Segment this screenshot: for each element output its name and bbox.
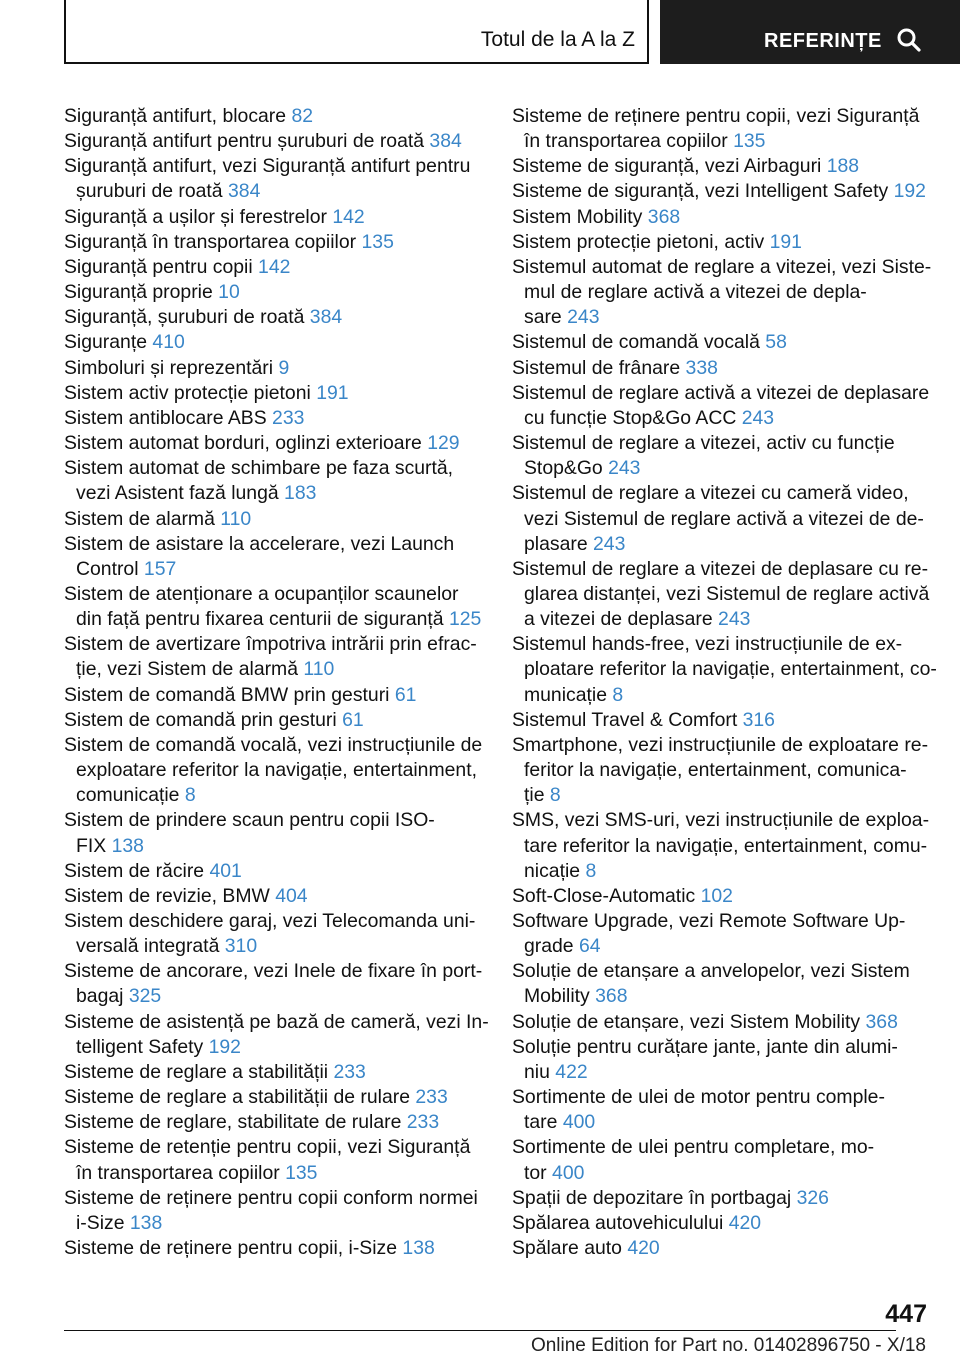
index-entry-text: Sistem de avertizare împotriva intrării prin efrac‐ bbox=[64, 633, 477, 656]
index-entry bbox=[64, 1236, 484, 1261]
footer-edition bbox=[531, 1335, 926, 1357]
page-link[interactable]: 338 bbox=[685, 356, 718, 379]
index-entry-text: Sistem activ protecție pietoni bbox=[64, 381, 311, 404]
index-entry-text: vezi Sistemul de reglare activă a vitezei de de‐ bbox=[524, 507, 924, 530]
index-entry-text: Sistem Mobility bbox=[512, 205, 643, 228]
page-link[interactable]: 410 bbox=[152, 331, 185, 354]
index-entry bbox=[64, 406, 484, 431]
index-entry-text: comunicație bbox=[76, 784, 180, 807]
page-link[interactable]: 138 bbox=[129, 1211, 163, 1234]
index-entry-text: Sisteme de reglare a stabilității bbox=[64, 1060, 329, 1083]
index-entry-text: Sistem protecție pietoni, activ bbox=[512, 230, 765, 253]
index-entry bbox=[512, 154, 952, 179]
index-entry-text: Spălare auto bbox=[512, 1237, 622, 1260]
page-link[interactable]: 58 bbox=[765, 331, 787, 354]
index-entry-text: Sistemul de comandă vocală bbox=[512, 331, 760, 354]
page-link[interactable]: 135 bbox=[285, 1161, 318, 1184]
index-entry-text: Mobility bbox=[524, 985, 590, 1008]
index-entry-text: Soft-Close-Automatic bbox=[512, 884, 696, 907]
page-number: 447 bbox=[885, 1300, 927, 1328]
index-entry bbox=[64, 104, 484, 129]
header-section-bar bbox=[660, 0, 960, 64]
index-entry-text: niu bbox=[524, 1060, 550, 1083]
page-link[interactable]: 157 bbox=[143, 557, 177, 580]
footer-edition-text: Online Edition for Part no. 01402896750 - X/18 bbox=[530, 1335, 926, 1356]
index-entry-text: Siguranță antifurt pentru șuruburi de roată bbox=[64, 130, 425, 153]
page-link[interactable]: 142 bbox=[258, 255, 291, 278]
page-link[interactable]: 384 bbox=[429, 130, 462, 153]
index-entry-text: nicație bbox=[524, 859, 581, 882]
index-entry-text: Sistemul Travel & Comfort bbox=[512, 708, 738, 731]
index-entry bbox=[64, 582, 484, 632]
index-entry-text: Sistemul de reglare a vitezei de deplasare cu re‐ bbox=[512, 557, 929, 580]
index-entry bbox=[512, 381, 952, 431]
page-link[interactable]: 138 bbox=[402, 1237, 435, 1260]
index-entry bbox=[64, 632, 484, 682]
page-link[interactable]: 233 bbox=[272, 406, 305, 429]
index-entry-text: Spații de depozitare în portbagaj bbox=[512, 1186, 792, 1209]
page-link[interactable]: 316 bbox=[742, 708, 775, 731]
index-entry-text: municație bbox=[524, 683, 607, 706]
page-link[interactable]: 191 bbox=[769, 230, 802, 253]
index-entry-text: ție, vezi Sistem de alarmă bbox=[76, 658, 298, 681]
index-entry-text: Sistemul hands-free, vezi instrucțiunile de ex‐ bbox=[512, 633, 903, 656]
search-icon[interactable] bbox=[896, 27, 922, 53]
page-link[interactable]: 191 bbox=[316, 381, 349, 404]
index-entry bbox=[64, 1110, 484, 1135]
index-column-right bbox=[512, 104, 952, 1261]
page-link[interactable]: 8 bbox=[184, 784, 196, 807]
index-entry bbox=[64, 280, 484, 305]
index-entry bbox=[512, 1186, 952, 1211]
index-entry-text: i-Size bbox=[76, 1211, 125, 1234]
page-link[interactable]: 243 bbox=[608, 457, 641, 480]
index-entry-text: Spălarea autovehiculului bbox=[512, 1211, 724, 1234]
index-entry-text: bagaj bbox=[76, 985, 124, 1008]
index-entry-text: Sistem automat de schimbare pe faza scurtă, bbox=[64, 457, 454, 480]
page-link[interactable]: 384 bbox=[309, 306, 343, 329]
index-entry bbox=[64, 154, 484, 204]
index-entry-text: Sisteme de siguranță, vezi Intelligent Safety bbox=[512, 180, 889, 203]
index-entry-text: Sistemul de frânare bbox=[512, 356, 681, 379]
page-link[interactable]: 368 bbox=[865, 1010, 898, 1033]
index-entry bbox=[512, 179, 952, 204]
index-entry-text: Siguranță a ușilor și ferestrelor bbox=[64, 205, 327, 228]
page-link[interactable]: 125 bbox=[448, 608, 482, 631]
index-entry-text: glarea distanței, vezi Sistemul de reglare activă bbox=[524, 582, 930, 605]
index-entry bbox=[64, 808, 484, 858]
index-entry-text: Sistemul de reglare a vitezei cu cameră video, bbox=[512, 482, 909, 505]
index-entry bbox=[512, 1236, 952, 1261]
index-entry bbox=[64, 909, 484, 959]
index-entry bbox=[64, 255, 484, 280]
index-entry-text: Control bbox=[76, 557, 139, 580]
page-link[interactable]: 102 bbox=[700, 884, 733, 907]
index-entry-text: ploatare referitor la navigație, entertainment, co‐ bbox=[524, 658, 937, 681]
index-entry bbox=[64, 708, 484, 733]
page-link[interactable]: 8 bbox=[585, 859, 597, 882]
index-entry bbox=[64, 507, 484, 532]
index-entry-text: Sortimente de ulei de motor pentru comple‐ bbox=[512, 1086, 885, 1109]
page-link[interactable]: 404 bbox=[275, 884, 308, 907]
index-entry-text: versală integrată bbox=[76, 935, 220, 958]
index-entry-text: Sistem de prindere scaun pentru copii ISO‐ bbox=[64, 809, 435, 832]
index-entry-text: în transportarea copiilor bbox=[524, 130, 728, 153]
page-link[interactable]: 138 bbox=[111, 834, 144, 857]
index-entry bbox=[512, 632, 952, 707]
page-link[interactable]: 188 bbox=[826, 155, 860, 178]
index-entry-text: Sisteme de reglare, stabilitate de rulare bbox=[64, 1111, 402, 1134]
index-entry-text: Soluție de etanșare, vezi Sistem Mobility bbox=[512, 1010, 861, 1033]
index-entry bbox=[512, 230, 952, 255]
index-entry bbox=[64, 959, 484, 1009]
index-entry bbox=[512, 255, 952, 330]
page-link[interactable]: 61 bbox=[342, 708, 364, 731]
page-link[interactable]: 183 bbox=[284, 482, 317, 505]
index-entry bbox=[512, 330, 952, 355]
index-entry bbox=[512, 481, 952, 556]
page-link[interactable]: 420 bbox=[728, 1211, 762, 1234]
index-entry-text: Siguranță, șuruburi de roată bbox=[64, 306, 305, 329]
index-entry-text: Sistem de comandă BMW prin gesturi bbox=[64, 683, 390, 706]
index-entry-text: tor bbox=[524, 1161, 547, 1184]
index-entry-text: Soluție pentru curățare jante, jante din alumi‐ bbox=[512, 1035, 898, 1058]
index-entry-text: Sisteme de reținere pentru copii conform normei bbox=[64, 1186, 478, 1209]
page-link[interactable]: 384 bbox=[228, 180, 261, 203]
index-entry bbox=[64, 431, 484, 456]
page-link[interactable]: 368 bbox=[595, 985, 628, 1008]
index-entry-text: Sisteme de reglare a stabilității de rulare bbox=[64, 1086, 410, 1109]
section-title[interactable]: REFERINȚE bbox=[764, 30, 882, 52]
index-entry-text: cu funcție Stop&Go ACC bbox=[524, 406, 737, 429]
index-entry-text: Sistem de atenționare a ocupanților scaunelor bbox=[64, 582, 459, 605]
index-entry-text: sare bbox=[524, 306, 562, 329]
index-entry-text: Siguranță antifurt, blocare bbox=[64, 105, 287, 127]
index-entry-text: Sortimente de ulei pentru completare, mo‐ bbox=[512, 1136, 875, 1159]
index-entry-text: tare bbox=[524, 1111, 558, 1134]
index-entry bbox=[64, 381, 484, 406]
index-entry-text: Sistem de asistare la accelerare, vezi Launch bbox=[64, 532, 455, 555]
index-entry bbox=[512, 1085, 952, 1135]
index-entry bbox=[512, 1211, 952, 1236]
page-link[interactable]: 82 bbox=[291, 105, 314, 127]
page-link[interactable]: 135 bbox=[733, 130, 766, 153]
index-entry-text: Simboluri și reprezentări bbox=[64, 356, 274, 379]
page-link[interactable]: 10 bbox=[218, 281, 240, 304]
index-entry-text: din față pentru fixarea centurii de siguranță bbox=[76, 608, 444, 631]
page-link[interactable]: 8 bbox=[612, 683, 624, 706]
index-entry-text: Sistemul de reglare a vitezei, activ cu funcție bbox=[512, 432, 895, 455]
index-entry bbox=[64, 1135, 484, 1185]
page-link[interactable]: 243 bbox=[741, 406, 775, 429]
index-entry-text: grade bbox=[524, 935, 574, 958]
index-entry bbox=[64, 330, 484, 355]
index-entry-text: Sisteme de ancorare, vezi Inele de fixare în port‐ bbox=[64, 960, 483, 983]
header-breadcrumb-box bbox=[64, 0, 649, 64]
index-entry bbox=[512, 356, 952, 381]
index-column-left bbox=[64, 104, 489, 1261]
index-entry-text: Sisteme de reținere pentru copii, vezi Siguranță bbox=[512, 105, 920, 127]
page-link[interactable]: 192 bbox=[893, 180, 926, 203]
index-entry-text: Sistem de alarmă bbox=[64, 507, 215, 530]
index-entry-text: Sistemul de reglare activă a vitezei de deplasare bbox=[512, 381, 930, 404]
page-link[interactable]: 400 bbox=[552, 1161, 585, 1184]
index-entry bbox=[512, 557, 952, 632]
index-entry-text: Siguranță pentru copii bbox=[64, 255, 253, 278]
page-link[interactable]: 325 bbox=[128, 985, 162, 1008]
index-entry bbox=[512, 733, 952, 808]
page-link[interactable]: 400 bbox=[562, 1111, 596, 1134]
page-link[interactable]: 420 bbox=[627, 1237, 660, 1260]
page-link[interactable]: 64 bbox=[579, 935, 601, 958]
index-entry bbox=[64, 1186, 484, 1236]
index-entry bbox=[64, 683, 484, 708]
index-entry bbox=[64, 205, 484, 230]
page-link[interactable]: 9 bbox=[278, 356, 290, 379]
index-entry bbox=[64, 356, 484, 381]
index-entry bbox=[512, 1010, 952, 1035]
index-entry bbox=[512, 1035, 952, 1085]
index-entry bbox=[512, 959, 952, 1009]
index-entry-text: Sistem de răcire bbox=[64, 859, 205, 882]
index-entry-text: Sistem deschidere garaj, vezi Telecomanda uni‐ bbox=[64, 910, 476, 932]
index-entry-text: vezi Asistent fază lungă bbox=[76, 482, 279, 505]
index-entry-text: Sisteme de retenție pentru copii, vezi Siguranță bbox=[64, 1136, 471, 1159]
index-entry-text: Stop&Go bbox=[524, 457, 603, 480]
index-entry bbox=[512, 1135, 952, 1185]
index-entry bbox=[512, 884, 952, 909]
index-entry bbox=[64, 230, 484, 255]
index-entry bbox=[512, 104, 952, 154]
index-entry-text: Sistem de comandă vocală, vezi instrucțiunile de bbox=[64, 733, 483, 756]
index-entry-text: a vitezei de deplasare bbox=[524, 608, 713, 631]
page-link[interactable]: 233 bbox=[333, 1060, 366, 1083]
index-entry-text: Siguranță în transportarea copiilor bbox=[64, 230, 357, 253]
index-entry-text: Sistem antiblocare ABS bbox=[64, 406, 267, 429]
page-link[interactable]: 401 bbox=[209, 859, 242, 882]
index-entry bbox=[64, 733, 484, 808]
index-entry-text: SMS, vezi SMS-uri, vezi instrucțiunile de exploa‐ bbox=[512, 809, 930, 832]
page-link[interactable]: 61 bbox=[394, 683, 417, 706]
index-entry-text: Sisteme de siguranță, vezi Airbaguri bbox=[512, 155, 822, 178]
index-entry-text: telligent Safety bbox=[76, 1035, 204, 1058]
index-entry bbox=[512, 431, 952, 481]
index-entry bbox=[64, 859, 484, 884]
index-entry bbox=[64, 1010, 489, 1060]
page-link[interactable]: 243 bbox=[567, 306, 600, 329]
index-entry-text: Sistem de comandă prin gesturi bbox=[64, 708, 337, 731]
index-entry-text: Sisteme de asistență pe bază de cameră, vezi In‐ bbox=[64, 1010, 489, 1033]
index-entry bbox=[512, 909, 952, 959]
page-link[interactable]: 233 bbox=[406, 1111, 440, 1134]
index-entry bbox=[64, 456, 484, 506]
footer-divider bbox=[64, 1330, 896, 1331]
page-link[interactable]: 233 bbox=[415, 1086, 448, 1109]
page-link[interactable]: 310 bbox=[224, 935, 258, 958]
page-link[interactable]: 110 bbox=[220, 507, 252, 530]
page-link[interactable]: 135 bbox=[361, 230, 394, 253]
index-entry-text: mul de reglare activă a vitezei de depla‐ bbox=[524, 281, 867, 304]
page-link[interactable]: 243 bbox=[718, 608, 751, 631]
index-entry-text: Sistem de revizie, BMW bbox=[64, 884, 270, 907]
page-link[interactable]: 326 bbox=[796, 1186, 829, 1209]
index-entry-text: în transportarea copiilor bbox=[76, 1161, 280, 1184]
index-entry bbox=[512, 708, 952, 733]
index-entry-text: feritor la navigație, entertainment, comunica‐ bbox=[524, 759, 907, 782]
index-entry bbox=[64, 884, 484, 909]
index-entry bbox=[64, 532, 484, 582]
page-link[interactable]: 422 bbox=[555, 1060, 588, 1083]
page-link[interactable]: 129 bbox=[427, 432, 460, 455]
index-entry-text: Sisteme de reținere pentru copii, i-Size bbox=[64, 1237, 398, 1260]
index-entry bbox=[64, 129, 484, 154]
page-link[interactable]: 368 bbox=[647, 205, 681, 228]
index-entry bbox=[64, 305, 484, 330]
index-entry-text: Software Upgrade, vezi Remote Software Up‐ bbox=[512, 910, 906, 932]
index-entry-text: Siguranță antifurt, vezi Siguranță antifurt pentru bbox=[64, 155, 471, 178]
index-entry-text: șuruburi de roată bbox=[76, 180, 223, 203]
page-link[interactable]: 110 bbox=[303, 658, 335, 681]
page-link[interactable]: 192 bbox=[208, 1035, 241, 1058]
index-entry-text: Siguranță proprie bbox=[64, 281, 213, 304]
index-entry-text: ție bbox=[524, 784, 545, 807]
index-entry bbox=[64, 1085, 484, 1110]
index-entry bbox=[512, 808, 952, 883]
index-entry-text: Soluție de etanșare a anvelopelor, vezi Sistem bbox=[512, 960, 910, 983]
index-entry-text: Sistemul automat de reglare a vitezei, vezi Siste‐ bbox=[512, 255, 932, 278]
breadcrumb[interactable]: Totul de la A la Z bbox=[480, 28, 635, 51]
index-entry-text: exploatare referitor la navigație, entertainment, bbox=[76, 759, 477, 782]
index-entry bbox=[512, 205, 952, 230]
index-entry bbox=[64, 1060, 484, 1085]
page-link[interactable]: 8 bbox=[549, 784, 561, 807]
index-entry-text: Smartphone, vezi instrucțiunile de exploatare re‐ bbox=[512, 733, 929, 756]
page-link[interactable]: 142 bbox=[332, 205, 365, 228]
page-link[interactable]: 243 bbox=[593, 532, 626, 555]
index-entry-text: Siguranțe bbox=[64, 331, 148, 354]
index-entry-text: Sistem automat borduri, oglinzi exterioare bbox=[64, 432, 422, 455]
index-entry-text: FIX bbox=[76, 834, 107, 857]
index-entry-text: tare referitor la navigație, entertainment, comu‐ bbox=[524, 834, 928, 857]
index-entry-text: plasare bbox=[524, 532, 588, 555]
